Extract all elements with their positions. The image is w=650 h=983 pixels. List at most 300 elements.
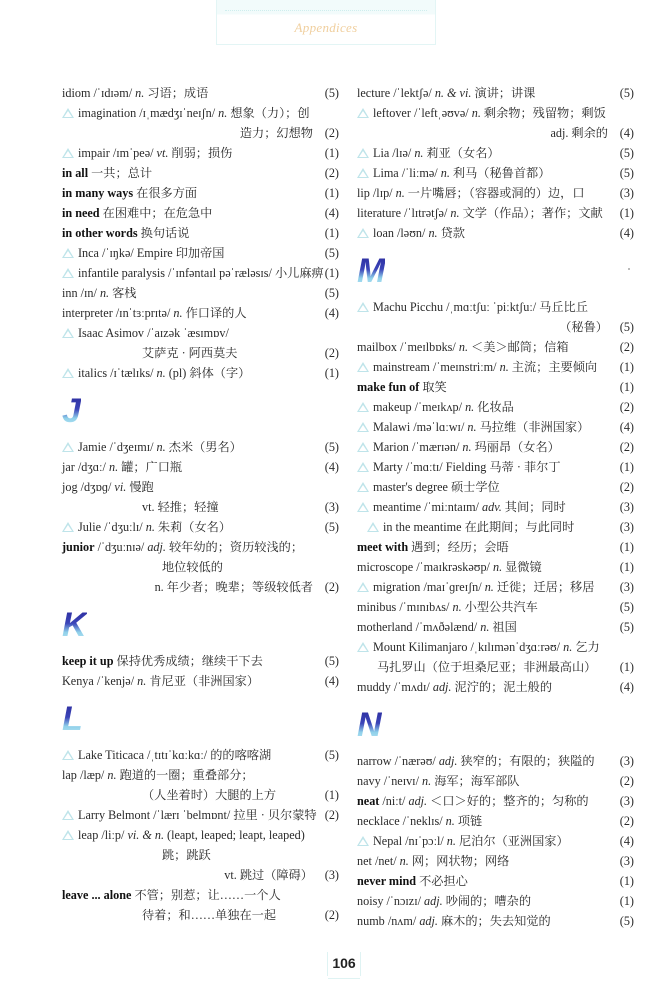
glossary-entry xyxy=(62,457,339,477)
entry-line xyxy=(357,460,561,474)
part-of-speech: adj. xyxy=(424,894,443,908)
part-of-speech: n. xyxy=(462,440,472,454)
definition: 海军；海军部队 xyxy=(434,774,520,788)
unit-number: (1) xyxy=(324,186,339,200)
headword: makeup xyxy=(373,400,412,414)
entry-line xyxy=(357,794,589,808)
phonetic: /lɪə/ xyxy=(392,146,412,160)
definition: (leapt, leaped; leapt, leaped) xyxy=(167,828,305,842)
definition: 一片嘴唇；（容器或洞的）边，口 xyxy=(407,186,585,200)
unit-number: (1) xyxy=(324,266,339,280)
glossary-entry xyxy=(357,397,634,417)
definition: 削弱；损伤 xyxy=(171,146,233,160)
triangle-marker-icon xyxy=(357,228,369,238)
phonetic: /nʌm/ xyxy=(387,914,417,928)
headword: mailbox xyxy=(357,340,397,354)
glossary-entry xyxy=(357,537,634,557)
definition: 慢跑 xyxy=(129,480,154,494)
phonetic: /ˌkɪlɪmənˈdʒɑːrəʊ/ xyxy=(470,640,561,654)
definition: 项链 xyxy=(457,814,483,828)
headword: idiom xyxy=(62,86,91,100)
phonetic: /ˌmɑːtʃuː ˈpiːktʃuː/ xyxy=(446,300,537,314)
headword: make fun of xyxy=(357,380,420,394)
unit-number: (5) xyxy=(324,748,339,762)
headword: in other words xyxy=(62,226,138,240)
entry-line xyxy=(62,226,189,240)
part-of-speech: n. xyxy=(467,420,477,434)
headword: Julie xyxy=(78,520,102,534)
phonetic: /nɪˈpɔːl/ xyxy=(405,834,444,848)
definition: 马丘比丘 xyxy=(539,300,588,314)
definition: 网；网状物；网络 xyxy=(411,854,510,868)
glossary-entry xyxy=(357,337,634,357)
entry-line xyxy=(357,874,468,888)
headword: Malawi xyxy=(373,420,411,434)
phonetic: /ˈdʒuːnɪə/ xyxy=(97,540,145,554)
part-of-speech: n. xyxy=(156,366,166,380)
entry-line xyxy=(357,86,535,100)
phonetic: /ˈleftˌəʊvə/ xyxy=(413,106,469,120)
definition: 玛丽昂（女名） xyxy=(474,440,560,454)
definition: 演讲；讲课 xyxy=(474,86,536,100)
definition-continued: 造力；幻想物 xyxy=(239,126,313,140)
unit-number: (4) xyxy=(619,834,634,848)
part-of-speech: n. xyxy=(484,580,494,594)
entry-line xyxy=(62,520,231,534)
entry-line xyxy=(62,480,154,494)
headword: Lake Titicaca xyxy=(78,748,144,762)
glossary-entry xyxy=(357,751,634,771)
triangle-marker-icon xyxy=(62,328,74,338)
entry-line xyxy=(357,834,569,848)
unit-number: (4) xyxy=(324,306,339,320)
headword: neat xyxy=(357,794,380,808)
definition: 吵闹的；嘈杂的 xyxy=(445,894,532,908)
headword: junior xyxy=(62,540,95,554)
definition: 取笑 xyxy=(422,380,447,394)
glossary-entry xyxy=(357,497,634,517)
part-of-speech: n. xyxy=(399,854,409,868)
headword: leap xyxy=(78,828,99,842)
section-letter-j xyxy=(62,391,339,433)
headword: loan xyxy=(373,226,394,240)
glossary-column-left xyxy=(62,83,339,925)
unit-number: (3) xyxy=(619,754,634,768)
part-of-speech: n. xyxy=(414,146,424,160)
phonetic: /ləʊn/ xyxy=(397,226,426,240)
entry-line xyxy=(62,246,225,260)
phonetic: /ˈnærəʊ/ xyxy=(394,754,436,768)
part-of-speech: n. xyxy=(465,400,475,414)
entry-line xyxy=(357,480,500,494)
glossary-entry xyxy=(357,617,634,637)
headword: net xyxy=(357,854,372,868)
phonetic: /ˈkenjə/ xyxy=(96,674,135,688)
glossary-entry xyxy=(62,303,339,323)
triangle-marker-icon xyxy=(357,502,369,512)
unit-number: (5) xyxy=(619,620,634,634)
part-of-speech: n. xyxy=(173,306,183,320)
glossary-entry xyxy=(62,477,339,517)
glossary-entry xyxy=(357,791,634,811)
glossary-entry xyxy=(62,83,339,103)
glossary-entry xyxy=(62,805,339,825)
definition: 一共；总计 xyxy=(91,166,153,180)
unit-number: (1) xyxy=(324,226,339,240)
glossary-entry xyxy=(62,163,339,183)
definition: 文学（作品）；著作；文献 xyxy=(462,206,603,220)
triangle-marker-icon xyxy=(357,642,369,652)
headword: infantile paralysis xyxy=(78,266,165,280)
part-of-speech: n. xyxy=(137,674,147,688)
headword: in all xyxy=(62,166,89,180)
phonetic: /ˈlɪtrətʃə/ xyxy=(404,206,448,220)
definition-continued: 跳；跳跃 xyxy=(162,848,211,862)
phonetic: /məˈlɑːwɪ/ xyxy=(413,420,465,434)
triangle-marker-icon xyxy=(62,810,74,820)
definition: 硕士学位 xyxy=(451,480,500,494)
definition: 在很多方面 xyxy=(136,186,198,200)
headword: impair xyxy=(78,146,110,160)
glossary-entry xyxy=(357,637,634,677)
part-of-speech: n. xyxy=(450,206,460,220)
phonetic: /ˈdʒeɪmɪ/ xyxy=(109,440,154,454)
headword: master's degree xyxy=(373,480,448,494)
unit-number: (1) xyxy=(324,366,339,380)
glossary-entry xyxy=(357,83,634,103)
section-letter-n xyxy=(357,705,634,747)
unit-number: (1) xyxy=(619,460,634,474)
part-of-speech: n. xyxy=(135,86,145,100)
unit-number: (3) xyxy=(324,868,339,882)
glossary-entry xyxy=(62,825,339,885)
unit-number: (3) xyxy=(619,794,634,808)
entry-line xyxy=(357,400,514,414)
entry-line xyxy=(357,600,538,614)
definition: 习语；成语 xyxy=(147,86,209,100)
definition: 迁徙；迁居；移居 xyxy=(496,580,595,594)
triangle-marker-icon xyxy=(62,522,74,532)
entry-line xyxy=(357,186,585,200)
section-letter-m xyxy=(357,251,634,293)
glossary-entry xyxy=(357,183,634,203)
headword: Jamie xyxy=(78,440,107,454)
unit-number: (1) xyxy=(619,660,634,674)
glossary-entry xyxy=(357,811,634,831)
part-of-speech: adj. xyxy=(419,914,438,928)
definition: 想象（力）；创 xyxy=(230,106,310,120)
unit-number: (4) xyxy=(619,680,634,694)
glossary-entry xyxy=(357,297,634,337)
unit-number: (2) xyxy=(324,908,339,922)
phonetic: /ˈneɪvɪ/ xyxy=(383,774,419,788)
unit-number: (5) xyxy=(619,86,634,100)
header-decoration xyxy=(225,4,427,11)
unit-number: (5) xyxy=(619,320,634,334)
glossary-entry xyxy=(357,357,634,377)
unit-number: (1) xyxy=(324,788,339,802)
section-letter-glyph: L xyxy=(62,700,83,738)
unit-number: (2) xyxy=(619,814,634,828)
definition: 泥泞的；泥土般的 xyxy=(454,680,553,694)
unit-number: (2) xyxy=(324,808,339,822)
entry-line xyxy=(357,774,520,788)
glossary-entry xyxy=(62,243,339,263)
phonetic: /ɪn/ xyxy=(80,286,97,300)
glossary-entry xyxy=(357,203,634,223)
headword: Marty xyxy=(373,460,403,474)
entry-line xyxy=(357,620,517,634)
definition: 贷款 xyxy=(440,226,465,240)
entry-line xyxy=(357,226,465,240)
unit-number: (1) xyxy=(619,360,634,374)
glossary-entry xyxy=(357,677,634,697)
phonetic: /ˈɪdɪəm/ xyxy=(93,86,133,100)
definition: 在此期间；与此同时 xyxy=(464,520,575,534)
triangle-marker-icon xyxy=(357,462,369,472)
headword: Mount Kilimanjaro xyxy=(373,640,468,654)
headword: interpreter xyxy=(62,306,113,320)
entry-line xyxy=(357,540,509,554)
section-letter-glyph: K xyxy=(62,606,87,644)
definition: 罐；广口瓶 xyxy=(121,460,183,474)
headword: lecture xyxy=(357,86,391,100)
triangle-marker-icon xyxy=(357,108,369,118)
definition: 作口译的人 xyxy=(185,306,247,320)
headword: never mind xyxy=(357,874,417,888)
entry-line xyxy=(357,146,500,160)
definition: 印加帝国 xyxy=(175,246,225,260)
phonetic: /ˈmeɪnstriːm/ xyxy=(432,360,497,374)
definition: 莉亚（女名） xyxy=(426,146,500,160)
entry-line xyxy=(62,366,250,380)
glossary-entry xyxy=(357,143,634,163)
definition: 客栈 xyxy=(112,286,137,300)
headword: Isaac Asimov xyxy=(78,326,145,340)
definition: 不管；别惹；让……一个人 xyxy=(134,888,281,902)
headword: mainstream xyxy=(373,360,430,374)
entry-line xyxy=(357,894,531,908)
entry-line xyxy=(357,854,509,868)
unit-number: (5) xyxy=(324,520,339,534)
unit-number: (5) xyxy=(619,914,634,928)
headword: navy xyxy=(357,774,381,788)
glossary-entry xyxy=(62,517,339,537)
definition: 较年幼的；资历较浅的； xyxy=(168,540,304,554)
triangle-marker-icon xyxy=(357,168,369,178)
entry-line xyxy=(357,500,566,514)
glossary-entry xyxy=(357,577,634,597)
phonetic: /ˈliːmə/ xyxy=(401,166,438,180)
definition: 小儿麻痹 xyxy=(274,266,324,280)
phonetic: /ˈaɪzək ˈæsɪmɒv/ xyxy=(147,326,229,340)
definition: 化妆品 xyxy=(477,400,514,414)
glossary-entry xyxy=(62,183,339,203)
unit-number: (4) xyxy=(619,126,634,140)
unit-number: (3) xyxy=(619,854,634,868)
entry-line xyxy=(357,340,569,354)
headword: jog xyxy=(62,480,78,494)
unit-number: (2) xyxy=(619,774,634,788)
part-of-speech: n. xyxy=(218,106,228,120)
definition: 朱莉（女名） xyxy=(157,520,232,534)
unit-number: (1) xyxy=(324,146,339,160)
part-of-speech: n. xyxy=(563,640,573,654)
definition: 的的喀喀湖 xyxy=(210,748,272,762)
definition: 保持优秀成绩；继续干下去 xyxy=(116,654,263,668)
header-title: Appendices xyxy=(294,20,358,35)
entry-line xyxy=(62,326,229,340)
phonetic: /ˈɪnfəntaɪl pəˈræləsɪs/ xyxy=(168,266,272,280)
triangle-marker-icon xyxy=(62,248,74,258)
glossary-entry xyxy=(357,771,634,791)
unit-number: (5) xyxy=(324,654,339,668)
unit-number: (2) xyxy=(324,166,339,180)
entry-line xyxy=(62,888,281,902)
unit-number: (1) xyxy=(619,206,634,220)
entry-line xyxy=(62,460,182,474)
headword: meantime xyxy=(373,500,422,514)
definition: ＜美＞邮筒；信箱 xyxy=(471,340,569,354)
phonetic: /ˈɪŋkə/ Empire xyxy=(102,246,173,260)
unit-number: (3) xyxy=(324,500,339,514)
glossary-entry xyxy=(357,457,634,477)
part-of-speech: n. xyxy=(492,560,503,574)
unit-number: (4) xyxy=(324,460,339,474)
entry-line xyxy=(357,166,550,180)
definition: 跑道的一圈；重叠部分； xyxy=(119,768,254,782)
definition-continued: adj. 剩余的 xyxy=(550,126,608,140)
section-letter-l xyxy=(62,699,339,741)
headword: noisy xyxy=(357,894,384,908)
headword: Larry Belmont xyxy=(78,808,151,822)
entry-line xyxy=(62,440,242,454)
part-of-speech: n. xyxy=(428,226,438,240)
page-number: 106 xyxy=(327,952,361,976)
entry-line xyxy=(62,166,152,180)
phonetic: /ɪmˈpeə/ xyxy=(112,146,154,160)
phonetic: /dʒɑː/ xyxy=(77,460,106,474)
glossary-entry xyxy=(357,871,634,891)
part-of-speech: vi. xyxy=(114,480,127,494)
entry-line xyxy=(357,106,606,120)
entry-line xyxy=(357,754,595,768)
unit-number: (5) xyxy=(619,166,634,180)
definition-continued: 马扎罗山（位于坦桑尼亚；非洲最高山） xyxy=(377,660,597,674)
glossary-entry xyxy=(62,103,339,143)
section-letter-glyph: N xyxy=(357,706,382,744)
definition: 不必担心 xyxy=(419,874,468,888)
glossary-entry xyxy=(62,143,339,163)
phonetic: /ˈnɔɪzɪ/ xyxy=(386,894,421,908)
entry-line xyxy=(62,306,247,320)
triangle-marker-icon xyxy=(62,148,74,158)
headword: Kenya xyxy=(62,674,94,688)
phonetic: /ˌtɪtɪˈkɑːkɑː/ xyxy=(147,748,208,762)
entry-line xyxy=(62,146,232,160)
headword: Inca xyxy=(78,246,99,260)
part-of-speech: n. xyxy=(499,360,509,374)
part-of-speech: adj. xyxy=(408,794,428,808)
headword: leave ... alone xyxy=(62,888,132,902)
definition: 乞力 xyxy=(575,640,600,654)
glossary-column-right xyxy=(357,83,634,931)
triangle-marker-icon xyxy=(62,268,74,278)
entry-line xyxy=(62,768,254,782)
entry-line xyxy=(357,420,589,434)
triangle-marker-icon xyxy=(62,368,74,378)
phonetic: /ɪˈtælɪks/ xyxy=(110,366,154,380)
part-of-speech: n. xyxy=(445,814,455,828)
phonetic: /liːp/ xyxy=(101,828,125,842)
phonetic: /ˈdʒuːlɪ/ xyxy=(104,520,143,534)
glossary-entry xyxy=(357,377,634,397)
part-of-speech: n. xyxy=(471,106,481,120)
glossary-entry xyxy=(357,557,634,577)
part-of-speech: n. xyxy=(99,286,110,300)
definition: 利马（秘鲁首都） xyxy=(452,166,551,180)
entry-line xyxy=(357,560,542,574)
part-of-speech: n. xyxy=(452,600,462,614)
unit-number: (5) xyxy=(324,286,339,300)
part-of-speech: adj. xyxy=(147,540,166,554)
unit-number: (2) xyxy=(619,340,634,354)
headword: in the meantime xyxy=(383,520,462,534)
headword: meet with xyxy=(357,540,409,554)
headword: leftover xyxy=(373,106,411,120)
headword: Marion xyxy=(373,440,409,454)
unit-number: (2) xyxy=(324,126,339,140)
glossary-entry xyxy=(62,765,339,805)
part-of-speech: n. xyxy=(156,440,166,454)
definition: 祖国 xyxy=(492,620,517,634)
definition: (pl) 斜体（字） xyxy=(168,366,251,380)
definition: 显微镜 xyxy=(505,560,542,574)
headword: keep it up xyxy=(62,654,114,668)
entry-line xyxy=(62,206,212,220)
definition: ＜口＞好的；整齐的；匀称的 xyxy=(430,794,589,808)
triangle-marker-icon xyxy=(62,108,74,118)
glossary-entry xyxy=(62,223,339,243)
definition-continued: 艾萨克 · 阿西莫夫 xyxy=(142,346,238,360)
unit-number: (5) xyxy=(324,86,339,100)
headword: jar xyxy=(62,460,75,474)
definition: 杰米（男名） xyxy=(168,440,242,454)
unit-number: (3) xyxy=(619,500,634,514)
definition-continued: 待着；和……单独在一起 xyxy=(142,908,277,922)
headword: italics xyxy=(78,366,108,380)
section-letter-glyph: J xyxy=(62,392,81,430)
phonetic: /dʒɒɡ/ xyxy=(80,480,112,494)
phonetic: /ˈmʌðəlænd/ xyxy=(415,620,478,634)
glossary-entry xyxy=(357,103,634,143)
entry-line xyxy=(357,206,603,220)
headword: lap xyxy=(62,768,77,782)
glossary-entry xyxy=(62,203,339,223)
part-of-speech: n. & vi. xyxy=(434,86,472,100)
triangle-marker-icon xyxy=(62,750,74,760)
triangle-marker-icon xyxy=(62,442,74,452)
part-of-speech: n. xyxy=(107,768,117,782)
entry-line xyxy=(62,828,305,842)
definition-continued: 地位较低的 xyxy=(162,560,223,574)
unit-number: (5) xyxy=(619,146,634,160)
headword: Lima xyxy=(373,166,399,180)
unit-number: (1) xyxy=(619,874,634,888)
phonetic: /ˈmeɪkʌp/ xyxy=(414,400,463,414)
part-of-speech: n. xyxy=(145,520,155,534)
glossary-entry xyxy=(357,911,634,931)
